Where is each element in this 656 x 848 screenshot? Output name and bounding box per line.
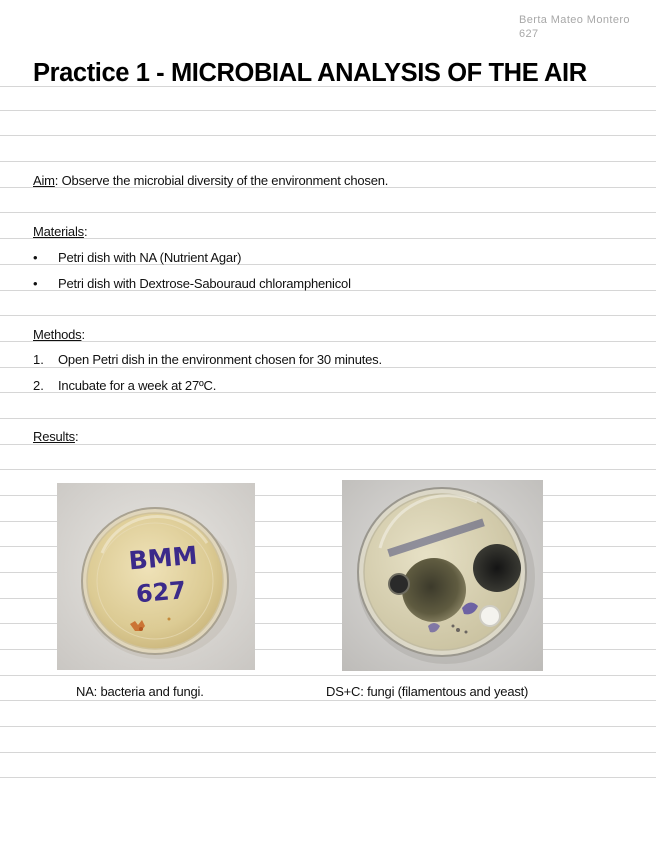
methods-step: Open Petri dish in the environment chosen for 30 minutes. [58,352,382,367]
author-block [519,13,630,41]
results-heading-line: Results: [33,429,79,444]
aim-heading: Aim [33,173,55,188]
results-heading: Results [33,429,75,444]
materials-heading-line: Materials: [33,224,88,239]
na-dish-photo [57,483,255,670]
page-title: Practice 1 - MICROBIAL ANALYSIS OF THE AIR [33,59,587,87]
dish-label-627: 627 [134,576,188,609]
author-name: Berta Mateo Montero [519,14,630,26]
step-number: 1. [33,352,44,367]
dsc-dish-caption: DS+C: fungi (filamentous and yeast) [326,684,529,699]
bullet-icon: • [33,250,38,265]
aim-text: Observe the microbial diversity of the environment chosen. [58,173,389,188]
bullet-icon: • [33,276,38,291]
dish-label-bmm: BMM [127,540,199,576]
step-number: 2. [33,378,44,393]
materials-heading: Materials [33,224,84,239]
materials-item: Petri dish with Dextrose-Sabouraud chloramphenicol [58,276,351,291]
dsc-dish-photo [342,480,543,671]
author-group: 627 [519,28,539,40]
na-dish-caption: NA: bacteria and fungi. [76,684,204,699]
methods-heading: Methods [33,327,82,342]
methods-step: Incubate for a week at 27ºC. [58,378,217,393]
methods-heading-line: Methods: [33,327,85,342]
aim-line: Aim: Observe the microbial diversity of the environment chosen. [33,173,389,188]
materials-item: Petri dish with NA (Nutrient Agar) [58,250,242,265]
